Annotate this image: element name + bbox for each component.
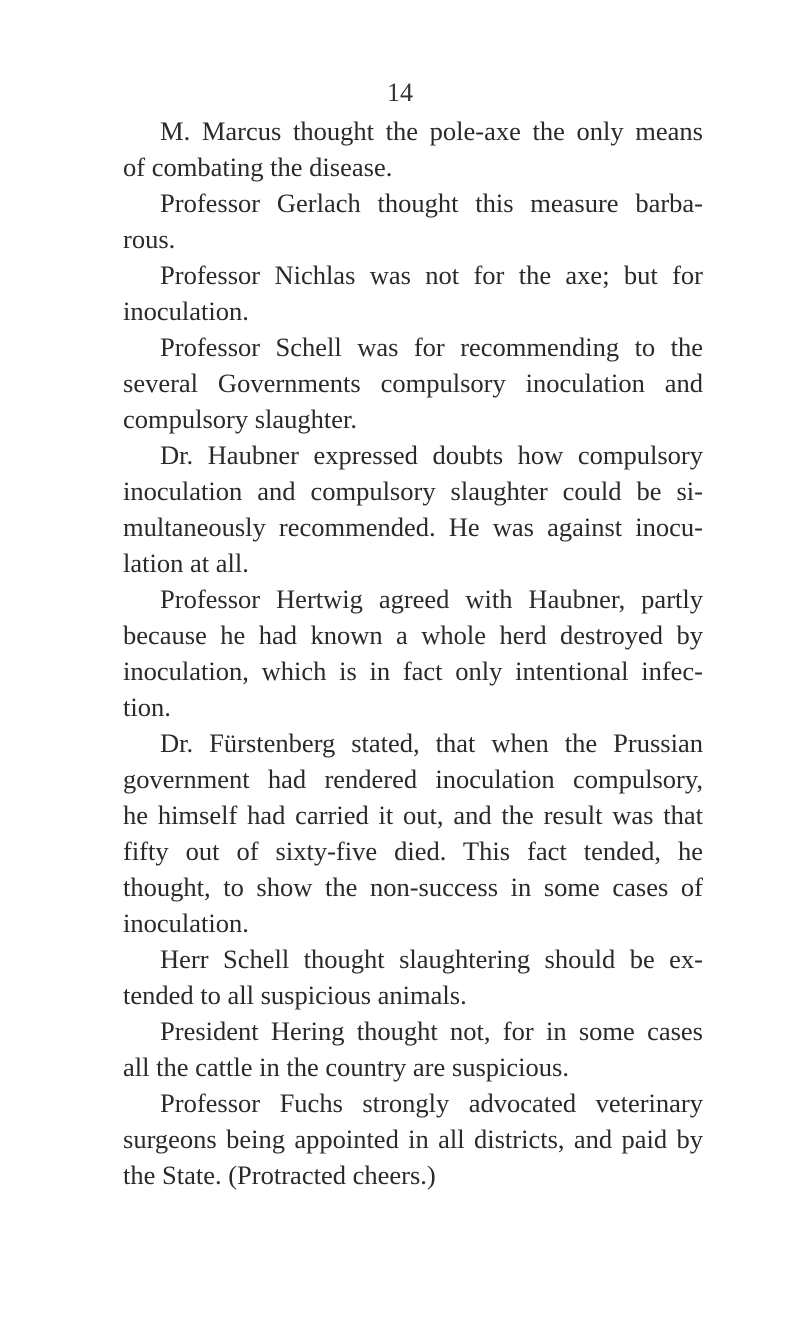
text-line: M. Marcus thought the pole-axe the only means — [160, 116, 703, 146]
text-line: rous. — [123, 224, 176, 254]
text-line: Dr. Fürstenberg stated, that when the Prussian — [160, 728, 703, 758]
text-line: the State. (Protracted cheers.) — [123, 1160, 436, 1190]
text-line: Dr. Haubner expressed doubts how compulsory — [160, 440, 703, 470]
text-line: Professor Schell was for recommending to the — [160, 332, 703, 362]
text-line: several Governments compulsory inoculation and — [123, 368, 703, 398]
text-line: compulsory slaughter. — [123, 404, 358, 434]
text-line: thought, to show the non-success in some cases of — [123, 872, 703, 902]
text-line: inoculation, which is in fact only intentional infec- — [123, 656, 703, 686]
text-line: President Hering thought not, for in some cases — [160, 1016, 703, 1046]
text-line: government had rendered inoculation compulsory, — [123, 764, 703, 794]
text-line: Professor Nichlas was not for the axe; but for — [160, 260, 703, 290]
text-line: all the cattle in the country are suspicious. — [123, 1052, 569, 1082]
text-line: surgeons being appointed in all districts, and paid by — [123, 1124, 703, 1154]
page-number: 14 — [387, 78, 413, 107]
text-line: Professor Hertwig agreed with Haubner, partly — [160, 584, 703, 614]
text-line: Professor Fuchs strongly advocated veterinary — [160, 1088, 703, 1118]
text-line: lation at all. — [123, 548, 249, 578]
text-line: Professor Gerlach thought this measure barba- — [160, 188, 703, 218]
text-line: inoculation. — [123, 296, 249, 326]
text-line: tended to all suspicious animals. — [123, 980, 467, 1010]
text-line: multaneously recommended. He was against inocu- — [123, 512, 703, 542]
text-line: Herr Schell thought slaughtering should be ex- — [160, 944, 703, 974]
text-line: inoculation. — [123, 908, 249, 938]
text-line: tion. — [123, 692, 171, 722]
text-line: inoculation and compulsory slaughter could be si- — [123, 476, 703, 506]
text-line: fifty out of sixty-five died. This fact tended, he — [123, 836, 703, 866]
text-line: of combating the disease. — [123, 152, 393, 182]
text-line: he himself had carried it out, and the result was that — [123, 800, 703, 830]
text-line: because he had known a whole herd destroyed by — [123, 620, 703, 650]
